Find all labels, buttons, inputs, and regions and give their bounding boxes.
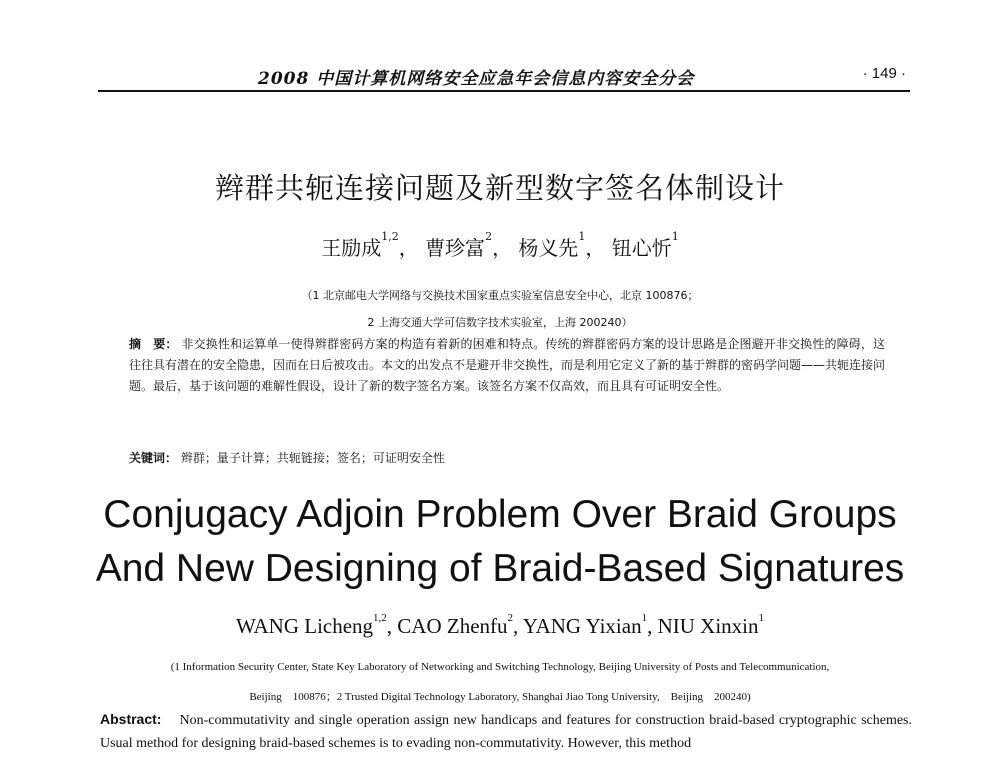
author-affiliation-mark: 1,2 — [373, 612, 387, 624]
author-affiliation-mark: 1,2 — [381, 230, 399, 243]
author-separator: ， — [398, 236, 419, 260]
author-name: 曹珍富 — [425, 236, 486, 260]
chinese-title: 辫群共轭连接问题及新型数字签名体制设计 — [214, 171, 785, 205]
english-authors — [0, 614, 1000, 639]
conference-name: 2008 中国计算机网络安全应急年会信息内容安全分会 — [258, 69, 695, 89]
english-affiliation-line-1: (1 Information Security Center, State Key Laboratory of Networking and Switching Technology, Beijing University of Posts and Telecommunication, — [170, 661, 830, 673]
author-name: WANG Licheng — [236, 614, 374, 638]
author-affiliation-mark: 2 — [507, 612, 514, 624]
author-separator: , — [386, 614, 398, 638]
english-abstract-text: Non-commutativity and single operation assign new handicaps and features for construction braid-based cryptographic schemes. Usual method for designing braid-based schemes is to evading non-commutativity. However, this method — [100, 713, 912, 751]
author-name: 钮心忻 — [611, 236, 672, 260]
english-title-line-2: And New Designing of Braid-Based Signatures — [95, 547, 905, 590]
author-separator: ， — [585, 236, 606, 260]
chinese-authors — [0, 232, 1000, 261]
chinese-abstract-label: 摘 要： — [129, 337, 178, 351]
author-separator: , — [647, 614, 658, 638]
author-affiliation-mark: 1 — [671, 230, 679, 243]
english-title-line-1: Conjugacy Adjoin Problem Over Braid Groups — [103, 493, 897, 536]
author-name: 杨义先 — [518, 236, 579, 260]
author-separator: ， — [492, 236, 513, 260]
chinese-affiliation-line-1: （1 北京邮电大学网络与交换技术国家重点实验室信息安全中心，北京 100876； — [301, 289, 699, 302]
chinese-keywords — [129, 449, 885, 466]
author-separator: , — [513, 614, 523, 638]
running-header — [98, 60, 910, 92]
author-name: 王励成 — [321, 236, 382, 260]
author-name: YANG Yixian — [522, 614, 642, 638]
page-number: · 149 · — [862, 65, 906, 82]
chinese-keywords-label: 关键词： — [129, 451, 178, 465]
chinese-affiliation-line-2: 2 上海交通大学可信数字技术实验室，上海 200240） — [367, 316, 633, 329]
chinese-abstract-text: 非交换性和运算单一使得辫群密码方案的构造有着新的困难和特点。传统的辫群密码方案的设计思路是企图避开非交换性的障碍，这往往具有潜在的安全隐患，因而在日后被攻击。本文的出发点不是避开非交换性，而是利用它定义了新的基于辫群的密码学问题——共轭连接问题。最后，基于该问题的难解性假设，设计了新的数字签名方案。该签名方案不仅高效，而且具有可证明安全性。 — [129, 337, 886, 393]
author-affiliation-mark: 1 — [758, 612, 764, 624]
author-affiliation-mark: 2 — [485, 230, 493, 243]
chinese-abstract — [129, 334, 885, 397]
author-affiliation-mark: 1 — [641, 612, 648, 624]
author-affiliation-mark: 1 — [578, 230, 586, 243]
author-name: CAO Zhenfu — [397, 614, 508, 638]
english-abstract-label: Abstract: — [100, 711, 162, 727]
english-abstract — [100, 708, 912, 755]
english-affiliation-line-2: Beijing 100876；2 Trusted Digital Technology Laboratory, Shanghai Jiao Tong University, Beijing 200240) — [249, 691, 751, 703]
author-name: NIU Xinxin — [657, 614, 759, 638]
chinese-keywords-text: 辫群；量子计算；共轭链接；签名；可证明安全性 — [180, 451, 445, 465]
